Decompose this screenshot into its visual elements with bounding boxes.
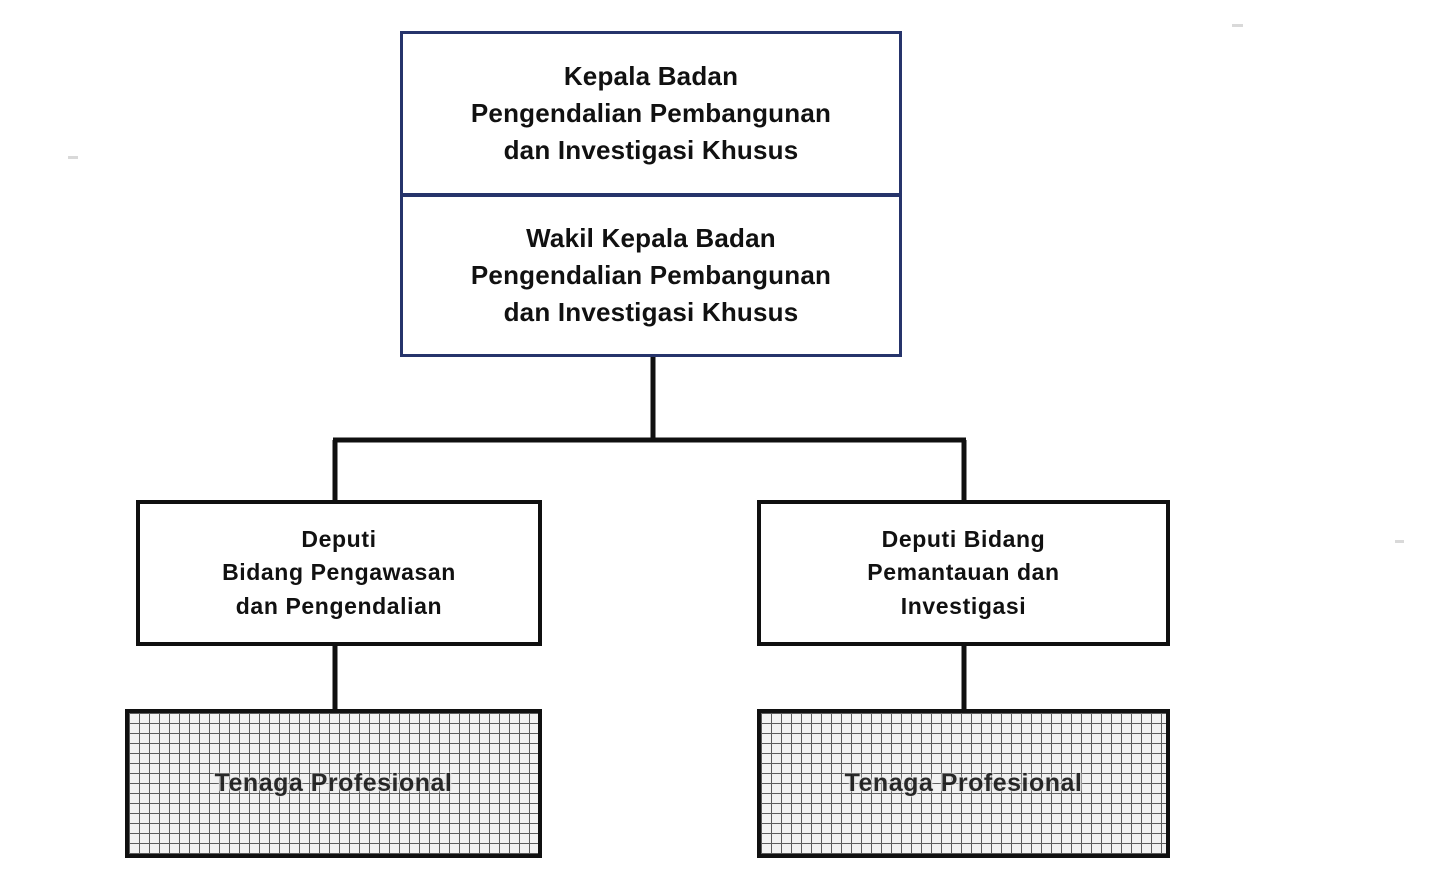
node-kepala-badan-line-2: Pengendalian Pembangunan	[470, 98, 832, 129]
node-tenaga-profesional-left-label: Tenaga Profesional	[214, 769, 453, 797]
node-wakil-kepala-badan-line-2: Pengendalian Pembangunan	[470, 260, 832, 291]
node-wakil-kepala-badan	[400, 195, 902, 357]
node-deputi-pengawasan	[136, 500, 542, 646]
node-deputi-pemantauan	[757, 500, 1170, 646]
node-kepala-badan	[400, 31, 902, 195]
node-tenaga-profesional-right-label: Tenaga Profesional	[844, 769, 1083, 797]
node-deputi-pemantauan-line-1: Deputi Bidang	[881, 525, 1046, 552]
node-tenaga-profesional-right	[757, 709, 1170, 858]
node-deputi-pemantauan-line-2: Pemantauan dan	[867, 559, 1060, 586]
node-deputi-pemantauan-line-3: Investigasi	[900, 592, 1027, 619]
node-deputi-pengawasan-line-3: dan Pengendalian	[235, 592, 443, 619]
node-kepala-badan-line-3: dan Investigasi Khusus	[503, 134, 799, 165]
node-tenaga-profesional-left	[125, 709, 542, 858]
node-deputi-pengawasan-line-1: Deputi	[301, 525, 377, 552]
node-wakil-kepala-badan-line-1: Wakil Kepala Badan	[526, 223, 776, 254]
node-deputi-pengawasan-line-2: Bidang Pengawasan	[222, 559, 456, 586]
node-kepala-badan-line-1: Kepala Badan	[563, 61, 739, 92]
node-wakil-kepala-badan-line-3: dan Investigasi Khusus	[503, 296, 799, 327]
